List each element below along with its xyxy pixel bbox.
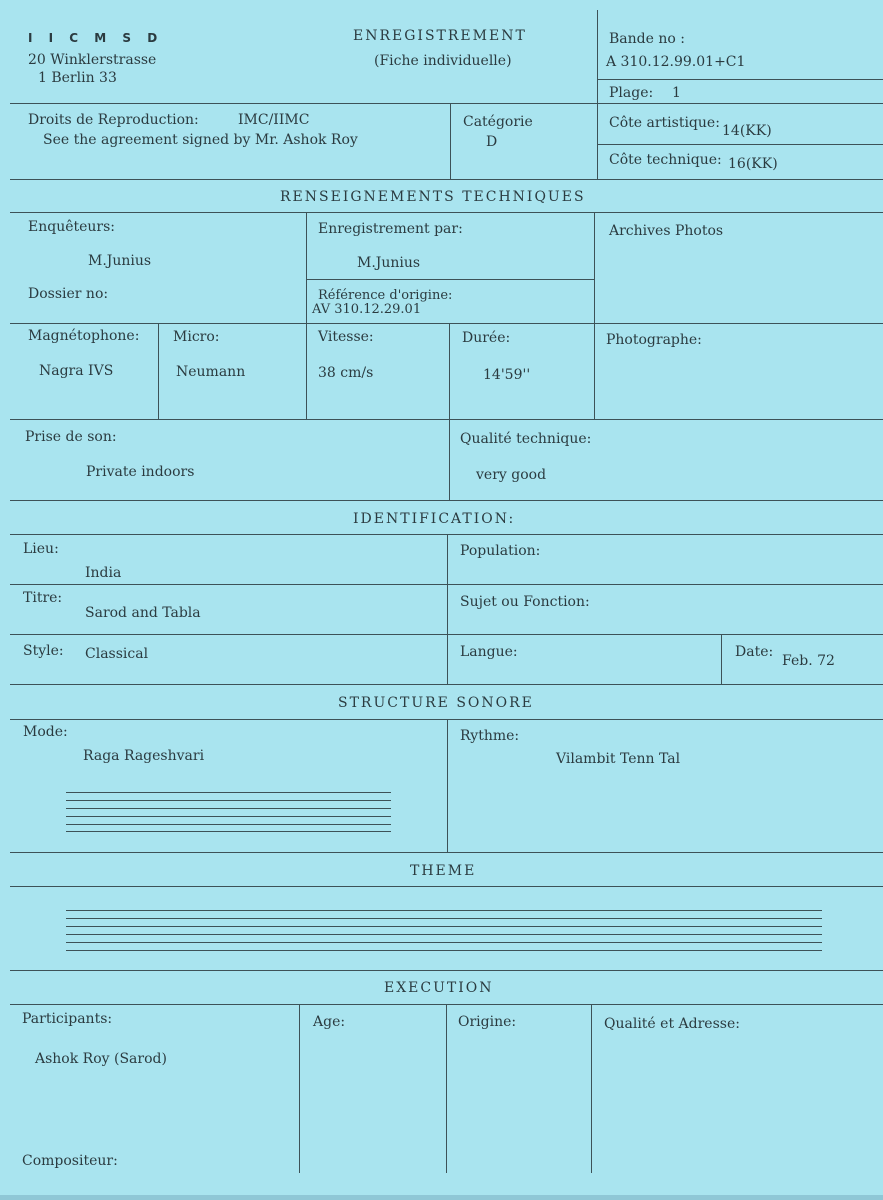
rights-label: Droits de Reproduction: [28, 112, 199, 128]
rule [299, 1004, 300, 1173]
prise-de-son-label: Prise de son: [25, 429, 117, 445]
lieu-value: India [85, 565, 122, 581]
mode-writing-line [66, 831, 391, 832]
rights-note: See the agreement signed by Mr. Ashok Roy [43, 132, 358, 148]
enqueteurs-value: M.Junius [88, 253, 152, 269]
rule [10, 212, 883, 213]
cote-artistique-value: 14(KK) [722, 123, 772, 139]
sujet-fonction-label: Sujet ou Fonction: [460, 594, 590, 610]
address-line-1: 20 Winklerstrasse [28, 52, 157, 68]
lieu-label: Lieu: [23, 541, 59, 557]
mode-value: Raga Rageshvari [83, 748, 205, 764]
age-label: Age: [313, 1014, 346, 1030]
cote-technique-value: 16(KK) [728, 156, 778, 172]
rule [306, 279, 594, 280]
rule [10, 103, 883, 104]
duree-value: 14'59'' [483, 367, 531, 383]
theme-writing-line [66, 910, 822, 911]
style-value: Classical [85, 646, 149, 662]
qualite-adresse-label: Qualité et Adresse: [604, 1016, 740, 1032]
titre-label: Titre: [23, 590, 63, 606]
style-label: Style: [23, 643, 64, 659]
section-title-technical: RENSEIGNEMENTS TECHNIQUES [280, 189, 586, 205]
date-value: Feb. 72 [782, 653, 835, 669]
rule [10, 500, 883, 501]
card-subtitle: (Fiche individuelle) [374, 53, 512, 69]
bande-label: Bande no : [609, 31, 685, 47]
theme-writing-line [66, 918, 822, 919]
rule [721, 634, 722, 684]
theme-writing-line [66, 926, 822, 927]
rule [447, 534, 448, 684]
origine-label: Origine: [458, 1014, 517, 1030]
rule [10, 179, 883, 180]
cote-artistique-label: Côte artistique: [609, 115, 720, 131]
rule [598, 79, 883, 80]
rights-value: IMC/IIMC [238, 112, 310, 128]
photographe-label: Photographe: [606, 332, 702, 348]
rule [594, 212, 595, 419]
org-logo: I I C M S D [28, 31, 164, 45]
rule [591, 1004, 592, 1173]
rule [158, 323, 159, 419]
section-title-theme: THEME [410, 863, 477, 879]
theme-writing-line [66, 950, 822, 951]
mode-writing-line [66, 816, 391, 817]
categorie-label: Catégorie [463, 114, 533, 130]
rule [597, 10, 598, 179]
theme-writing-line [66, 934, 822, 935]
enqueteurs-label: Enquêteurs: [28, 219, 116, 235]
rule [446, 1004, 447, 1173]
rule [449, 323, 450, 500]
rule [450, 103, 451, 179]
mode-writing-line [66, 808, 391, 809]
plage-value: 1 [672, 85, 681, 101]
address-line-2: 1 Berlin 33 [38, 70, 117, 86]
dossier-label: Dossier no: [28, 286, 109, 302]
rule [10, 323, 883, 324]
archives-photos-label: Archives Photos [609, 223, 724, 239]
mode-label: Mode: [23, 724, 68, 740]
rule [10, 886, 883, 887]
rule [10, 684, 883, 685]
mode-writing-line [66, 824, 391, 825]
vitesse-value: 38 cm/s [318, 365, 374, 381]
participants-label: Participants: [22, 1011, 113, 1027]
mode-writing-line [66, 792, 391, 793]
magnetophone-value: Nagra IVS [39, 363, 114, 379]
rule [10, 852, 883, 853]
vitesse-label: Vitesse: [318, 329, 374, 345]
magnetophone-label: Magnétophone: [28, 328, 140, 344]
enregistrement-par-label: Enregistrement par: [318, 221, 463, 237]
population-label: Population: [460, 543, 541, 559]
prise-de-son-value: Private indoors [86, 464, 195, 480]
enregistrement-par-value: M.Junius [357, 255, 421, 271]
langue-label: Langue: [460, 644, 518, 660]
card-title: ENREGISTREMENT [353, 28, 527, 44]
micro-value: Neumann [176, 364, 246, 380]
participants-value: Ashok Roy (Sarod) [35, 1051, 167, 1067]
rythme-label: Rythme: [460, 728, 520, 744]
qualite-technique-label: Qualité technique: [460, 431, 592, 447]
rule [10, 419, 883, 420]
micro-label: Micro: [173, 329, 220, 345]
mode-writing-line [66, 800, 391, 801]
titre-value: Sarod and Tabla [85, 605, 201, 621]
plage-label: Plage: [609, 85, 654, 101]
theme-writing-line [66, 942, 822, 943]
cote-technique-label: Côte technique: [609, 152, 722, 168]
section-title-identification: IDENTIFICATION: [353, 511, 516, 527]
rule [447, 719, 448, 852]
qualite-technique-value: very good [476, 467, 547, 483]
rule [598, 144, 883, 145]
section-title-structure: STRUCTURE SONORE [338, 695, 534, 711]
compositeur-label: Compositeur: [22, 1153, 118, 1169]
rythme-value: Vilambit Tenn Tal [556, 751, 681, 767]
rule [10, 970, 883, 971]
date-label: Date: [735, 644, 774, 660]
categorie-value: D [486, 134, 498, 150]
rule [306, 212, 307, 419]
section-title-execution: EXECUTION [384, 980, 494, 996]
reference-label: Référence d'origine: [318, 288, 453, 303]
reference-value: AV 310.12.29.01 [312, 302, 422, 317]
duree-label: Durée: [462, 330, 511, 346]
bande-value: A 310.12.99.01+C1 [606, 54, 746, 70]
